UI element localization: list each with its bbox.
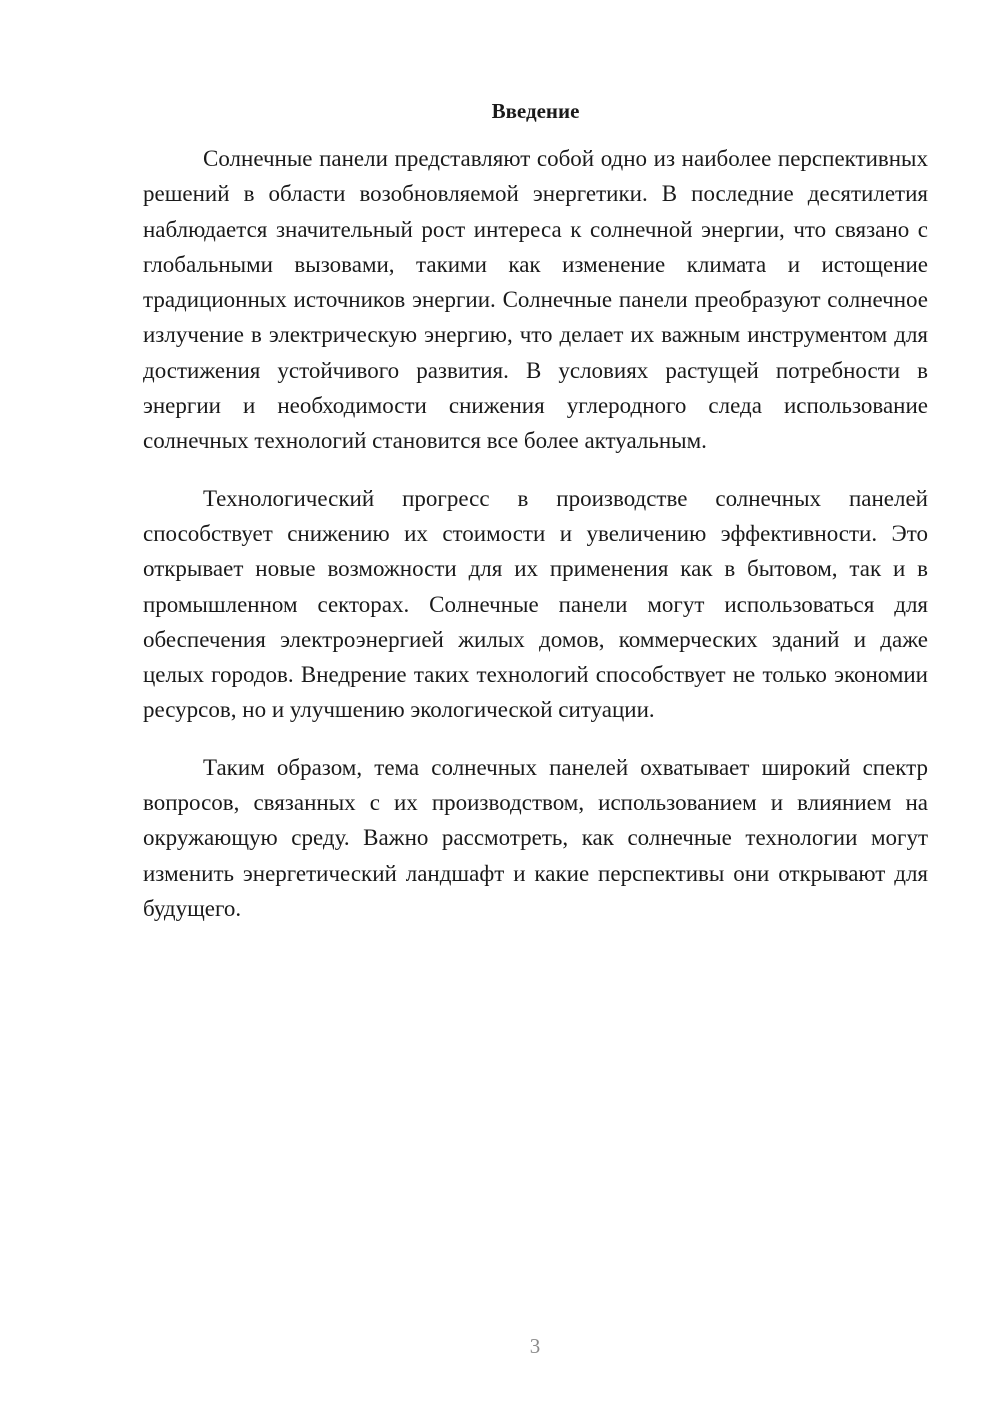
paragraph-1: Солнечные панели представляют собой одно из наиболее перспективных решений в области возобновляемой энергетики. В последние десятилетия наблюдается значительный рост интереса к солнечной энергии, что связано с глобальными вызовами, такими как изменение климата и истощение традиционных источников энергии. Солнечные панели преобразуют солнечное излучение в электрическую энергию, что делает их важным инструментом для достижения устойчивого развития. В условиях растущей потребности в энергии и необходимости снижения углеродного следа использование солнечных технологий становится все более актуальным. xyxy=(143,146,928,454)
paragraph-2: Технологический прогресс в производстве солнечных панелей способствует снижению их стоимости и увеличению эффективности. Это открывает новые возможности для их применения как в бытовом, так и в промышленном секторах. Солнечные панели могут использоваться для обеспечения электроэнергией жилых домов, коммерческих зданий и даже целых городов. Внедрение таких технологий способствует не только экономии ресурсов, но и улучшению экологической ситуации. xyxy=(143,485,928,723)
page-number: 3 xyxy=(529,1334,541,1358)
body-text xyxy=(143,141,928,948)
paragraph-3: Таким образом, тема солнечных панелей охватывает широкий спектр вопросов, связанных с их производством, использованием и влиянием на окружающую среду. Важно рассмотреть, как солнечные технологии могут изменить энергетический ландшафт и какие перспективы они открывают для будущего. xyxy=(143,754,928,921)
section-heading: Введение xyxy=(491,99,580,123)
